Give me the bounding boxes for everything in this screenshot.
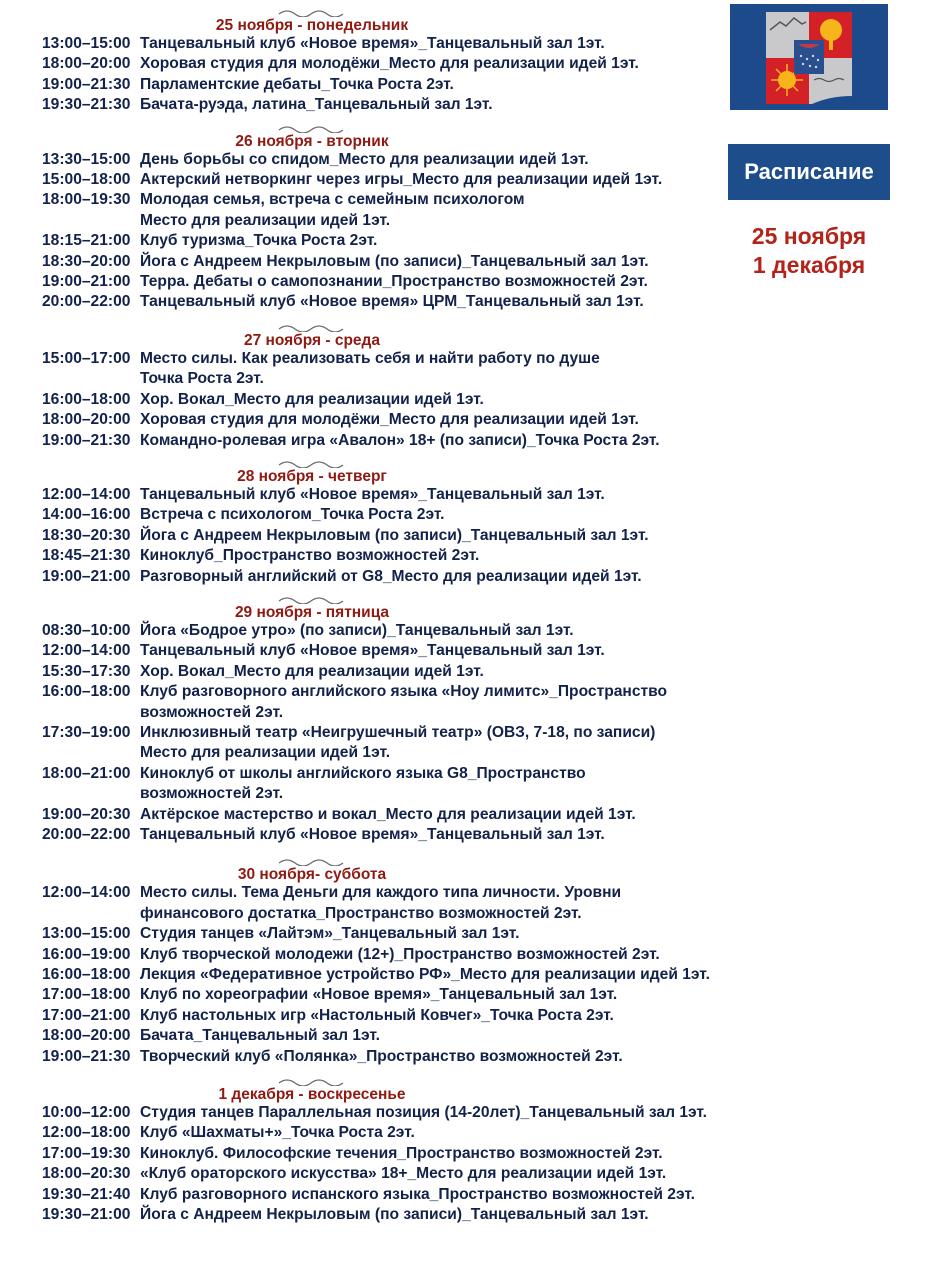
event-title: Клуб разговорного испанского языка_Пространство возможностей 2эт. (140, 1185, 695, 1203)
event-time: 16:00–18:00 (42, 390, 131, 408)
event-time: 19:00–21:30 (42, 431, 131, 449)
day-section (42, 8, 762, 116)
event-time: 18:15–21:00 (42, 232, 131, 250)
date-to: 1 декабря (752, 252, 866, 278)
event-row (42, 723, 762, 743)
event-row (42, 485, 762, 505)
event-title: Хор. Вокал_Место для реализации идей 1эт. (140, 662, 484, 680)
event-title: Киноклуб_Пространство возможностей 2эт. (140, 547, 480, 565)
event-title: Танцевальный клуб «Новое время»_Танцевальный зал 1эт. (140, 35, 605, 52)
date-range (728, 222, 890, 280)
event-title: Место силы. Как реализовать себя и найти работу по душе (140, 349, 600, 367)
event-title: Йога «Бодрое утро» (по записи)_Танцевальный зал 1эт. (140, 621, 574, 639)
event-time: 16:00–18:00 (42, 966, 131, 984)
day-section (42, 323, 762, 451)
event-title: Танцевальный клуб «Новое время»_Танцевальный зал 1эт. (140, 826, 605, 843)
event-time: 17:30–19:00 (42, 723, 131, 741)
event-time: 19:30–21:40 (42, 1185, 131, 1203)
event-title: День борьбы со спидом_Место для реализации идей 1эт. (140, 150, 589, 168)
event-row (42, 410, 762, 430)
event-time: 18:00–20:00 (42, 1027, 131, 1045)
event-title: Клуб «Шахматы+»_Точка Роста 2эт. (140, 1124, 415, 1142)
day-section (42, 595, 762, 845)
event-title: Актерский нетворкинг через игры_Место для реализации идей 1эт. (140, 171, 663, 189)
day-title: 25 ноября - понедельник (215, 17, 409, 34)
event-title: Лекция «Федеративное устройство РФ»_Место для реализации идей 1эт. (140, 966, 710, 984)
event-location-continuation: Место для реализации идей 1эт. (140, 211, 391, 229)
event-time: 15:30–17:30 (42, 662, 131, 680)
event-row (42, 924, 762, 944)
event-title: Бачата_Танцевальный зал 1эт. (140, 1027, 381, 1045)
event-row (42, 945, 762, 965)
day-title: 27 ноября - среда (243, 331, 381, 349)
event-time: 17:00–18:00 (42, 986, 131, 1004)
event-row (42, 1026, 762, 1046)
wave-divider-icon (277, 1077, 347, 1086)
event-time: 13:00–15:00 (42, 925, 131, 943)
day-section (42, 857, 762, 1067)
event-title: Йога с Андреем Некрыловым (по записи)_Танцевальный зал 1эт. (140, 1206, 649, 1224)
event-time: 17:00–21:00 (42, 1006, 131, 1024)
event-title: Инклюзивный театр «Неигрушечный театр» (ОВЗ, 7-18, по записи) (140, 723, 656, 741)
event-title: Танцевальный клуб «Новое время»_Танцевальный зал 1эт. (140, 485, 605, 503)
wave-divider-icon (277, 857, 347, 866)
event-time: 12:00–18:00 (42, 1124, 131, 1142)
day-header (42, 459, 582, 485)
event-time: 17:00–19:30 (42, 1144, 131, 1162)
event-time: 19:00–21:30 (42, 75, 131, 93)
event-row (42, 1123, 762, 1143)
event-time: 13:30–15:00 (42, 150, 131, 168)
event-row (42, 1103, 762, 1123)
event-row (42, 883, 762, 903)
event-title: Бачата-руэда, латина_Танцевальный зал 1эт. (140, 96, 493, 114)
event-title: Место силы. Тема Деньги для каждого типа личности. Уровни (140, 884, 622, 902)
event-title: Парламентские дебаты_Точка Роста 2эт. (140, 75, 454, 93)
event-row (42, 150, 762, 170)
event-time: 13:00–15:00 (42, 35, 131, 52)
sidebar (728, 4, 890, 280)
event-title: Клуб разговорного английского языка «Ноу лимитс»_Пространство (140, 683, 668, 701)
event-location-continuation: Точка Роста 2эт. (140, 370, 264, 388)
event-time: 12:00–14:00 (42, 884, 131, 902)
event-time: 18:45–21:30 (42, 547, 131, 565)
event-title: Танцевальный клуб «Новое время»_Танцевальный зал 1эт. (140, 642, 605, 660)
event-title: Хор. Вокал_Место для реализации идей 1эт. (140, 390, 484, 408)
event-row (42, 1144, 762, 1164)
event-row (42, 431, 762, 451)
wave-divider-icon (277, 124, 347, 133)
event-time: 10:00–12:00 (42, 1104, 131, 1122)
schedule (42, 8, 762, 1226)
wave-divider-icon (277, 323, 347, 332)
event-row (42, 292, 762, 312)
event-row (42, 567, 762, 587)
event-time: 19:00–20:30 (42, 805, 131, 823)
schedule-title-banner: Расписание (728, 144, 890, 200)
event-title: Клуб творческой молодежи (12+)_Пространство возможностей 2эт. (140, 945, 660, 963)
event-title: Киноклуб от школы английского языка G8_Пространство (140, 764, 586, 782)
event-title: Хоровая студия для молодёжи_Место для реализации идей 1эт. (140, 55, 639, 73)
event-time: 20:00–22:00 (42, 826, 131, 843)
event-title: Йога с Андреем Некрыловым (по записи)_Танцевальный зал 1эт. (140, 252, 649, 270)
event-title: Клуб туризма_Точка Роста 2эт. (140, 232, 378, 250)
event-row (42, 965, 762, 985)
event-row (42, 170, 762, 190)
event-row (42, 546, 762, 566)
event-row (42, 54, 762, 74)
event-row (42, 231, 762, 251)
event-title: Танцевальный клуб «Новое время» ЦРМ_Танцевальный зал 1эт. (140, 293, 644, 311)
event-time: 19:30–21:30 (42, 96, 131, 114)
event-row (42, 252, 762, 272)
event-location-continuation: Место для реализации идей 1эт. (140, 744, 391, 762)
event-title: Командно-ролевая игра «Авалон» 18+ (по записи)_Точка Роста 2эт. (140, 431, 660, 449)
event-title: Клуб по хореографии «Новое время»_Танцевальный зал 1эт. (140, 986, 618, 1004)
event-row (42, 390, 762, 410)
event-time: 12:00–14:00 (42, 642, 131, 660)
event-time: 16:00–19:00 (42, 945, 131, 963)
wave-divider-icon (277, 595, 347, 604)
event-row (42, 1164, 762, 1184)
event-row (42, 349, 762, 369)
event-location-continuation: возможностей 2эт. (140, 703, 284, 721)
wave-divider-icon (277, 8, 347, 17)
event-time: 20:00–22:00 (42, 293, 131, 311)
event-title: Клуб настольных игр «Настольный Ковчег»_Точка Роста 2эт. (140, 1006, 614, 1024)
event-row (42, 190, 762, 210)
event-time: 19:00–21:30 (42, 1047, 131, 1065)
day-title: 29 ноября - пятница (234, 603, 390, 621)
event-title: Йога с Андреем Некрыловым (по записи)_Танцевальный зал 1эт. (140, 526, 649, 544)
event-row (42, 1185, 762, 1205)
event-title: Встреча с психологом_Точка Роста 2эт. (140, 506, 445, 524)
event-title: Киноклуб. Философские течения_Пространство возможностей 2эт. (140, 1144, 663, 1162)
event-time: 14:00–16:00 (42, 506, 131, 524)
event-time: 19:00–21:00 (42, 273, 131, 291)
day-header (42, 1077, 582, 1103)
crest-shield-icon (730, 4, 888, 110)
event-time: 19:00–21:00 (42, 567, 131, 585)
event-row (42, 682, 762, 702)
event-title: Терра. Дебаты о самопознании_Пространство возможностей 2эт. (140, 273, 648, 291)
day-title: 26 ноября - вторник (235, 132, 389, 150)
day-header (42, 124, 582, 150)
event-title: Молодая семья, встреча с семейным психологом (140, 191, 525, 209)
day-header (42, 323, 582, 349)
event-row (42, 641, 762, 661)
day-title: 28 ноября - четверг (237, 467, 387, 485)
event-row (42, 662, 762, 682)
day-header (42, 857, 582, 883)
day-section (42, 459, 762, 587)
day-section (42, 1077, 762, 1225)
day-header (42, 8, 582, 34)
event-row (42, 825, 762, 845)
event-row (42, 985, 762, 1005)
event-row (42, 805, 762, 825)
event-row (42, 95, 762, 115)
event-time: 15:00–18:00 (42, 171, 131, 189)
event-time: 18:00–20:30 (42, 1165, 131, 1183)
event-title: Актёрское мастерство и вокал_Место для реализации идей 1эт. (140, 805, 636, 823)
event-title: Хоровая студия для молодёжи_Место для реализации идей 1эт. (140, 411, 639, 429)
event-title: Творческий клуб «Полянка»_Пространство возможностей 2эт. (140, 1047, 623, 1065)
event-title: «Клуб ораторского искусства» 18+_Место для реализации идей 1эт. (140, 1165, 667, 1183)
event-row (42, 272, 762, 292)
event-row (42, 621, 762, 641)
event-row (42, 526, 762, 546)
event-row (42, 505, 762, 525)
event-time: 18:00–20:00 (42, 55, 131, 73)
event-title: Студия танцев Параллельная позиция (14-20лет)_Танцевальный зал 1эт. (140, 1104, 708, 1122)
event-time: 12:00–14:00 (42, 485, 131, 503)
event-time: 08:30–10:00 (42, 621, 131, 639)
event-location-continuation: финансового достатка_Пространство возможностей 2эт. (140, 904, 582, 922)
day-header (42, 595, 582, 621)
date-from: 25 ноября (751, 223, 867, 249)
event-time: 18:00–21:00 (42, 764, 131, 782)
day-title: 1 декабря - воскресенье (218, 1086, 406, 1104)
event-time: 16:00–18:00 (42, 683, 131, 701)
event-row (42, 764, 762, 784)
event-row (42, 1047, 762, 1067)
event-time: 19:30–21:00 (42, 1206, 131, 1224)
wave-divider-icon (277, 459, 347, 468)
city-crest-logo (730, 4, 888, 110)
event-time: 18:00–20:00 (42, 411, 131, 429)
event-row (42, 34, 762, 54)
event-location-continuation: возможностей 2эт. (140, 785, 284, 803)
event-title: Студия танцев «Лайтэм»_Танцевальный зал 1эт. (140, 925, 520, 943)
event-title: Разговорный английский от G8_Место для реализации идей 1эт. (140, 567, 642, 585)
event-time: 18:00–19:30 (42, 191, 131, 209)
event-time: 18:30–20:00 (42, 252, 131, 270)
event-row (42, 75, 762, 95)
event-time: 15:00–17:00 (42, 349, 131, 367)
day-title: 30 ноября- суббота (237, 866, 387, 884)
event-row (42, 1006, 762, 1026)
event-row (42, 1205, 762, 1225)
event-time: 18:30–20:30 (42, 526, 131, 544)
day-section (42, 124, 762, 313)
